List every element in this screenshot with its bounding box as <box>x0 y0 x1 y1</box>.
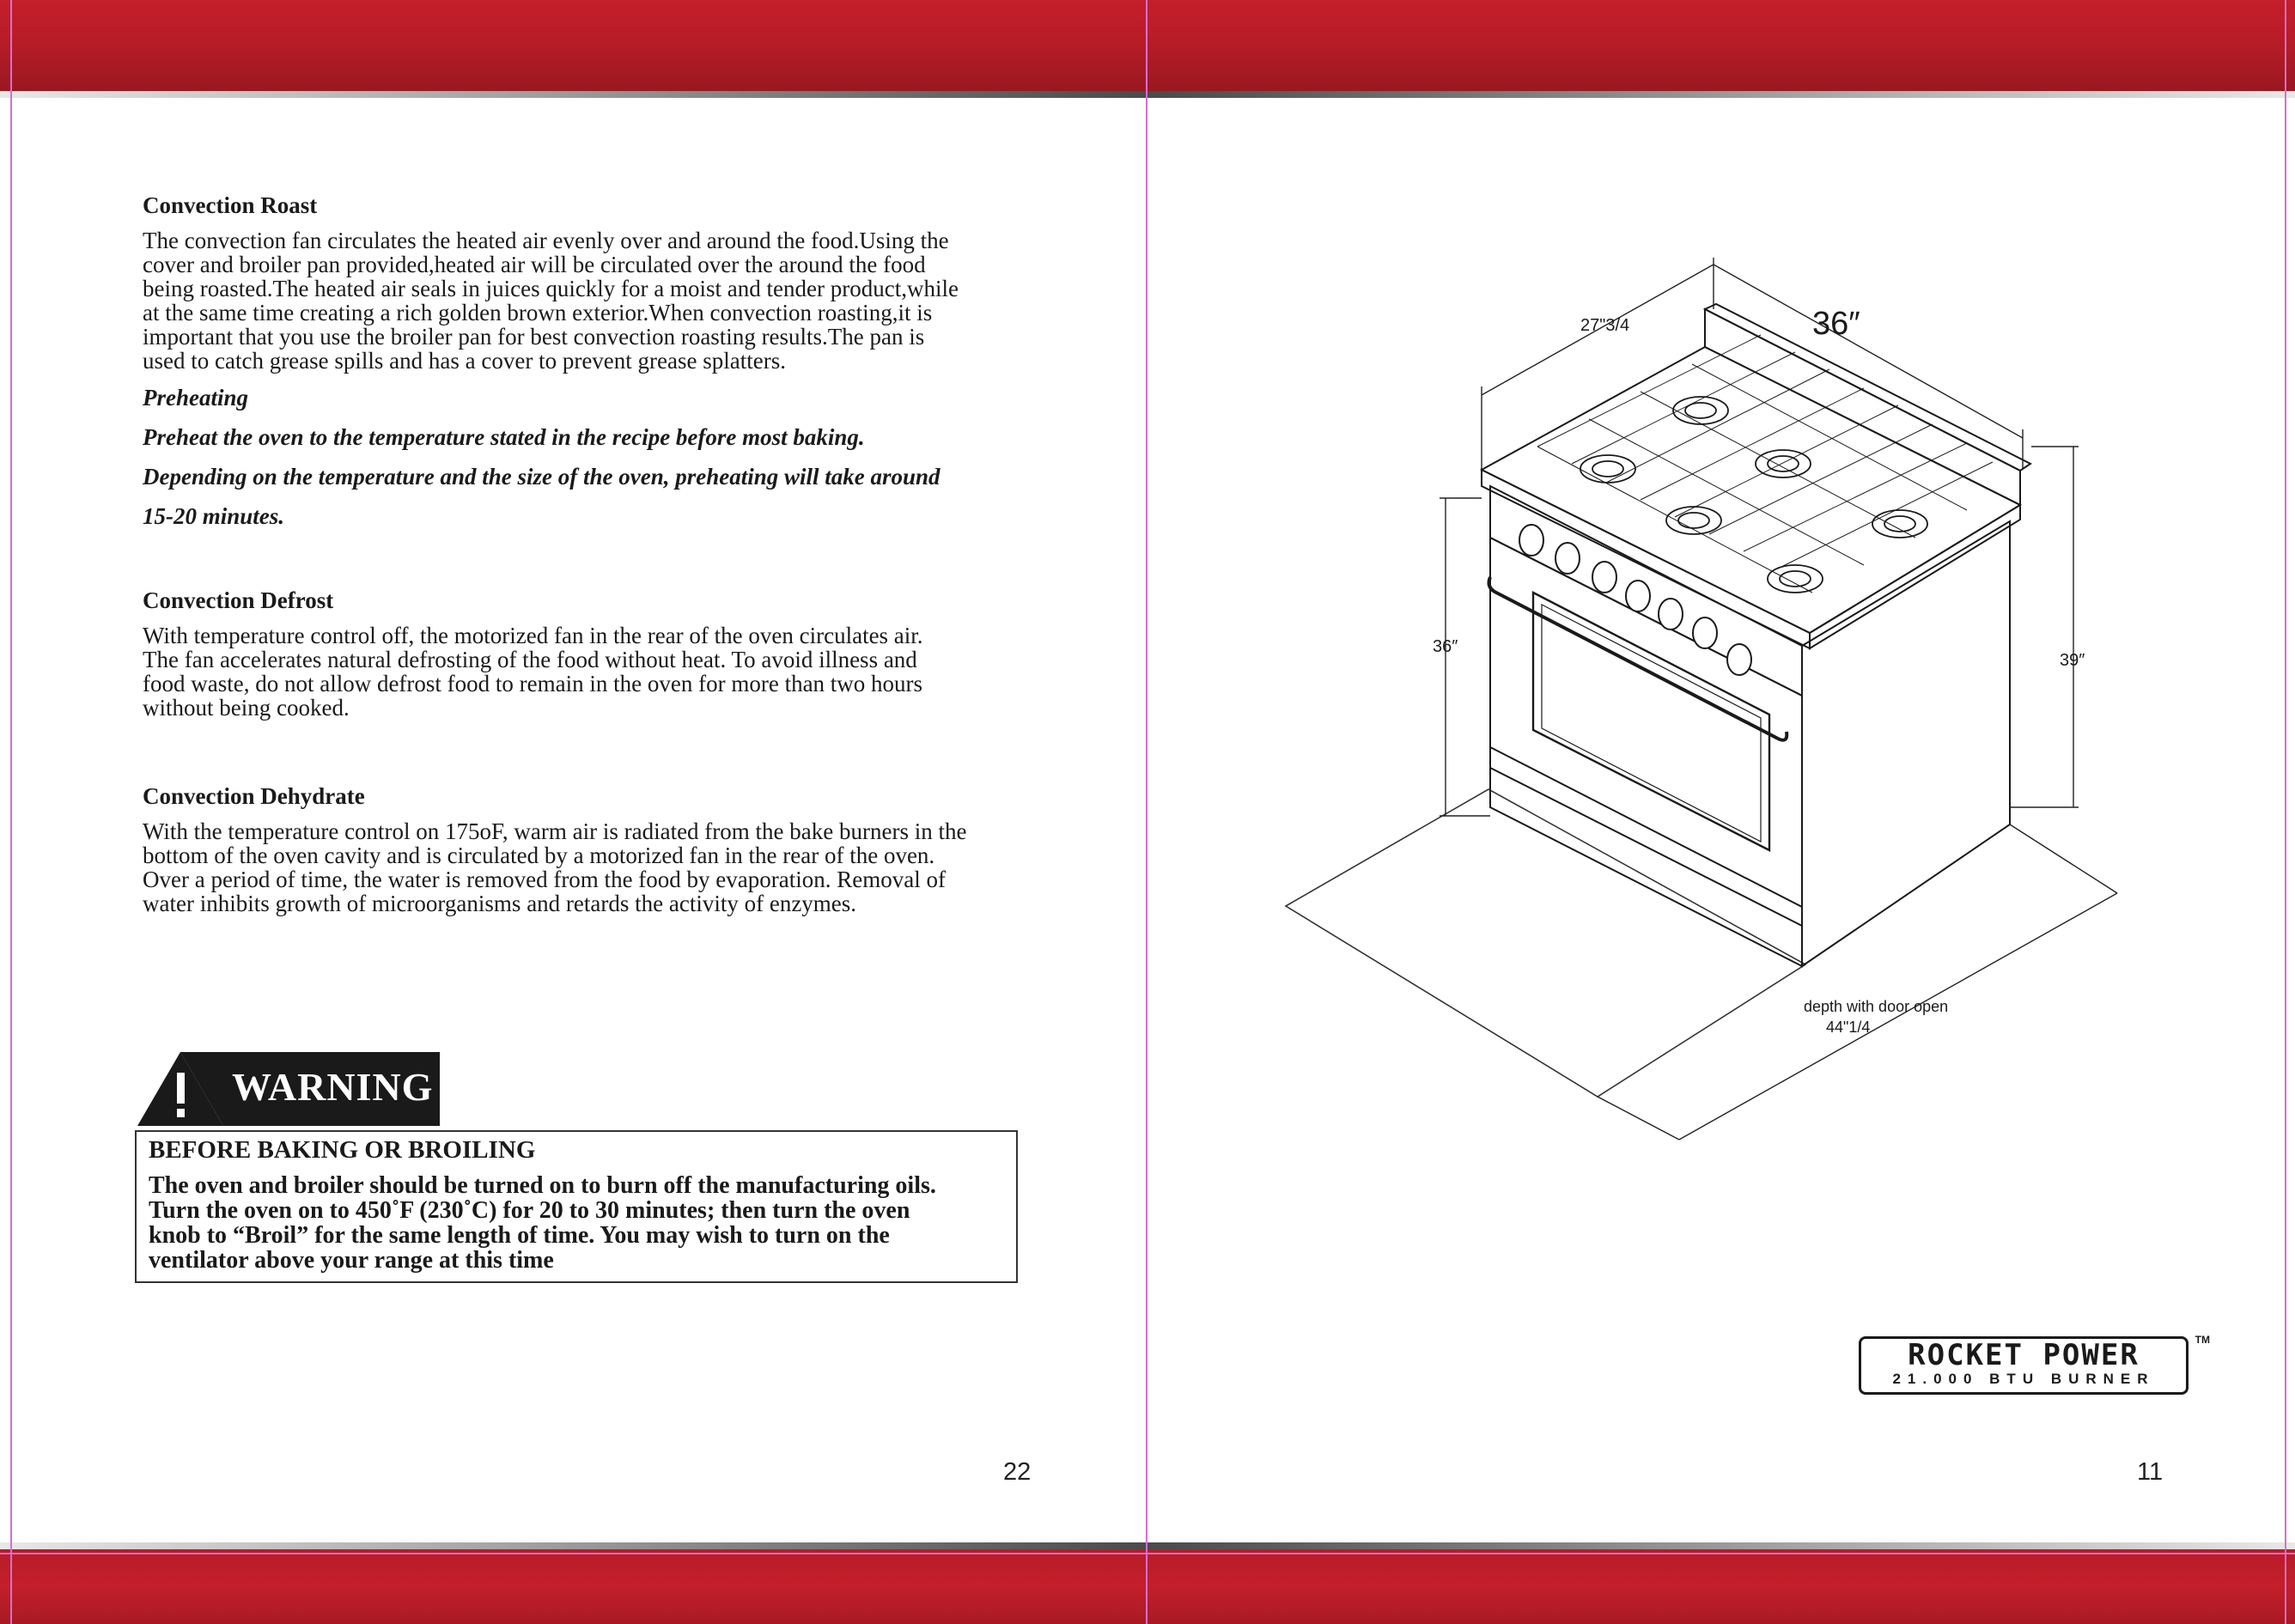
convection-defrost-line: food waste, do not allow defrost food to remain in the oven for more than two hours <box>143 671 923 696</box>
convection-dehydrate-heading: Convection Dehydrate <box>143 783 365 809</box>
logo-sub-text: 21.000 BTU BURNER <box>1892 1371 2155 1387</box>
preheating-line: Preheat the oven to the temperature stated in the recipe before most baking. <box>143 424 865 450</box>
warning-title: BEFORE BAKING OR BROILING <box>149 1136 536 1164</box>
dimension-height-left-label: 36″ <box>1433 637 1458 656</box>
dimension-depth-label: 27"3/4 <box>1580 316 1630 335</box>
convection-defrost-line: With temperature control off, the motorized fan in the rear of the oven circulates air. <box>143 623 923 648</box>
convection-roast-line: being roasted.The heated air seals in juices quickly for a moist and tender product,while <box>143 276 959 301</box>
preheating-line: Depending on the temperature and the size of the oven, preheating will take around <box>143 464 941 490</box>
convection-dehydrate-line: water inhibits growth of microorganisms and retards the activity of enzymes. <box>143 891 857 916</box>
page-number-left: 22 <box>1003 1458 1032 1486</box>
burner-grates <box>1537 335 1993 593</box>
convection-defrost-heading: Convection Defrost <box>143 587 334 613</box>
preheating-line: 15-20 minutes. <box>143 503 285 529</box>
dimension-lines <box>1440 258 2117 1140</box>
convection-roast-line: important that you use the broiler pan for best convection roasting results.The pan is <box>143 324 925 350</box>
warning-line: ventilator above your range at this time <box>149 1247 554 1274</box>
convection-roast-heading: Convection Roast <box>143 192 318 218</box>
warning-line: The oven and broiler should be turned on to burn off the manufacturing oils. <box>149 1172 936 1199</box>
dimension-door-open-label: depth with door open <box>1804 998 1949 1015</box>
dimension-width-label: 36″ <box>1812 306 1860 342</box>
logo-main-text: ROCKET POWER <box>1908 1338 2140 1372</box>
convection-dehydrate-line: With the temperature control on 175oF, warm air is radiated from the bake burners in the <box>143 818 967 844</box>
convection-dehydrate-line: Over a period of time, the water is removed from the food by evaporation. Removal of <box>143 867 946 892</box>
logo-trademark: TM <box>2195 1334 2210 1346</box>
rocket-power-logo <box>1859 1334 2210 1395</box>
range-outline <box>1286 304 2030 1097</box>
convection-defrost-line: The fan accelerates natural defrosting of the food without heat. To avoid illness and <box>143 647 917 672</box>
dimension-door-open-value: 44"1/4 <box>1826 1019 1871 1036</box>
convection-roast-line: at the same time creating a rich golden brown exterior.When convection roasting,it is <box>143 300 933 325</box>
convection-roast-line: The convection fan circulates the heated air evenly over and around the food.Using the <box>143 228 949 253</box>
convection-defrost-line: without being cooked. <box>143 695 350 721</box>
preheating-heading: Preheating <box>143 385 249 411</box>
convection-dehydrate-line: bottom of the oven cavity and is circulated by a motorized fan in the rear of the oven. <box>143 842 935 868</box>
dimension-height-right-label: 39″ <box>2060 651 2085 670</box>
convection-roast-line: cover and broiler pan provided,heated air will be circulated over the around the food <box>143 252 926 277</box>
page-number-right: 11 <box>2137 1458 2164 1486</box>
convection-roast-line: used to catch grease spills and has a cover to prevent grease splatters. <box>143 348 786 374</box>
warning-line: Turn the oven on to 450˚F (230˚C) for 20 to 30 minutes; then turn the oven <box>149 1197 910 1224</box>
warning-line: knob to “Broil” for the same length of time. You may wish to turn on the <box>149 1222 890 1249</box>
warning-word: WARNING <box>232 1065 434 1109</box>
